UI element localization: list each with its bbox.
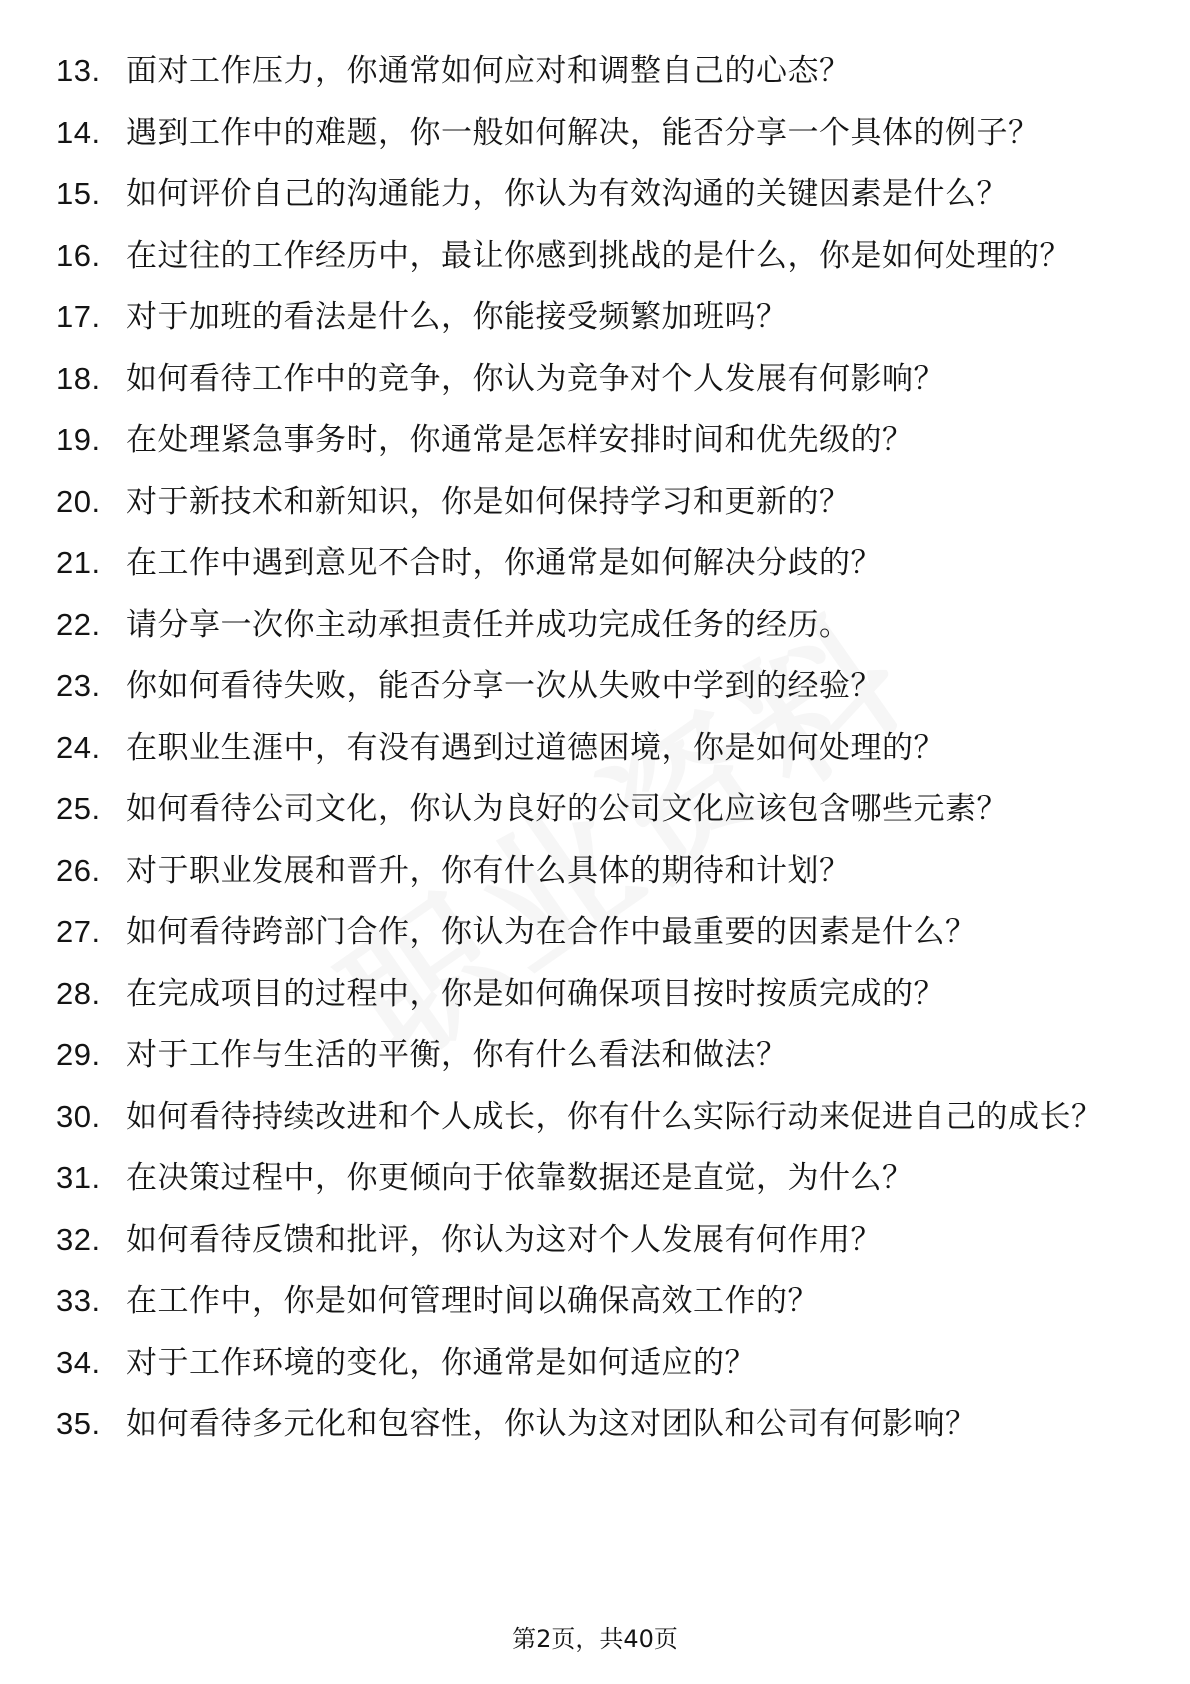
question-item <box>56 1403 1136 1445</box>
question-text: 在过往的工作经历中，最让你感到挑战的是什么，你是如何处理的？ <box>126 237 1071 274</box>
question-item <box>56 112 1136 154</box>
question-item <box>56 604 1136 646</box>
question-text: 如何评价自己的沟通能力，你认为有效沟通的关键因素是什么？ <box>126 176 1008 212</box>
question-text: 对于工作环境的变化，你通常是如何适应的？ <box>126 1344 756 1381</box>
question-item <box>56 542 1136 584</box>
question-number: 20. <box>56 483 101 519</box>
question-number: 32. <box>56 1221 101 1257</box>
question-text: 遇到工作中的难题，你一般如何解决，能否分享一个具体的例子？ <box>126 114 1040 151</box>
question-number: 21. <box>56 545 101 580</box>
question-item <box>56 1219 1136 1261</box>
question-item <box>56 296 1136 338</box>
question-list <box>56 50 1136 1465</box>
question-number: 23. <box>56 668 101 703</box>
question-number: 18. <box>56 360 101 396</box>
question-item <box>56 50 1136 92</box>
question-text: 对于职业发展和晋升，你有什么具体的期待和计划？ <box>126 852 851 889</box>
question-text: 如何看待持续改进和个人成长，你有什么实际行动来促进自己的成长？ <box>126 1098 1103 1135</box>
question-number: 29. <box>56 1037 101 1072</box>
question-number: 28. <box>56 975 101 1011</box>
question-number: 27. <box>56 914 101 949</box>
question-item <box>56 1342 1136 1384</box>
question-text: 在完成项目的过程中，你是如何确保项目按时按质完成的？ <box>126 975 945 1012</box>
question-number: 16. <box>56 237 101 273</box>
question-text: 请分享一次你主动承担责任并成功完成任务的经历。 <box>126 606 851 643</box>
question-number: 22. <box>56 606 101 642</box>
question-item <box>56 850 1136 892</box>
question-item <box>56 481 1136 523</box>
question-text: 在处理紧急事务时，你通常是怎样安排时间和优先级的？ <box>126 422 914 458</box>
question-number: 35. <box>56 1406 101 1441</box>
question-item <box>56 1157 1136 1199</box>
question-number: 17. <box>56 299 101 334</box>
question-number: 33. <box>56 1283 101 1318</box>
question-number: 31. <box>56 1160 101 1195</box>
question-text: 如何看待多元化和包容性，你认为这对团队和公司有何影响？ <box>126 1406 977 1442</box>
question-number: 24. <box>56 729 101 765</box>
question-text: 在决策过程中，你更倾向于依靠数据还是直觉，为什么？ <box>126 1160 914 1196</box>
question-text: 在工作中，你是如何管理时间以确保高效工作的？ <box>126 1283 819 1319</box>
question-item <box>56 173 1136 215</box>
question-text: 对于工作与生活的平衡，你有什么看法和做法？ <box>126 1037 788 1073</box>
question-text: 在工作中遇到意见不合时，你通常是如何解决分歧的？ <box>126 545 882 581</box>
question-item <box>56 1034 1136 1076</box>
question-number: 25. <box>56 791 101 826</box>
question-item <box>56 1280 1136 1322</box>
question-number: 15. <box>56 176 101 211</box>
question-item <box>56 235 1136 277</box>
question-text: 对于新技术和新知识，你是如何保持学习和更新的？ <box>126 483 851 520</box>
question-text: 面对工作压力，你通常如何应对和调整自己的心态？ <box>126 53 851 89</box>
question-number: 13. <box>56 53 101 88</box>
page-footer <box>0 1624 1190 1654</box>
question-item <box>56 665 1136 707</box>
question-item <box>56 973 1136 1015</box>
question-number: 26. <box>56 852 101 888</box>
question-text: 如何看待跨部门合作，你认为在合作中最重要的因素是什么？ <box>126 914 977 950</box>
question-text: 在职业生涯中，有没有遇到过道德困境，你是如何处理的？ <box>126 729 945 766</box>
question-item <box>56 727 1136 769</box>
question-number: 14. <box>56 114 101 150</box>
question-item <box>56 1096 1136 1138</box>
question-item <box>56 419 1136 461</box>
question-number: 30. <box>56 1098 101 1134</box>
question-item <box>56 788 1136 830</box>
page-number-label: 第2页，共40页 <box>512 1625 678 1653</box>
question-number: 19. <box>56 422 101 457</box>
question-text: 如何看待工作中的竞争，你认为竞争对个人发展有何影响？ <box>126 360 945 397</box>
question-text: 如何看待公司文化，你认为良好的公司文化应该包含哪些元素？ <box>126 791 1008 827</box>
question-text: 你如何看待失败，能否分享一次从失败中学到的经验？ <box>126 668 882 704</box>
question-item <box>56 911 1136 953</box>
question-text: 对于加班的看法是什么，你能接受频繁加班吗？ <box>126 299 788 335</box>
question-text: 如何看待反馈和批评，你认为这对个人发展有何作用？ <box>126 1221 882 1258</box>
question-number: 34. <box>56 1344 101 1380</box>
question-item <box>56 358 1136 400</box>
